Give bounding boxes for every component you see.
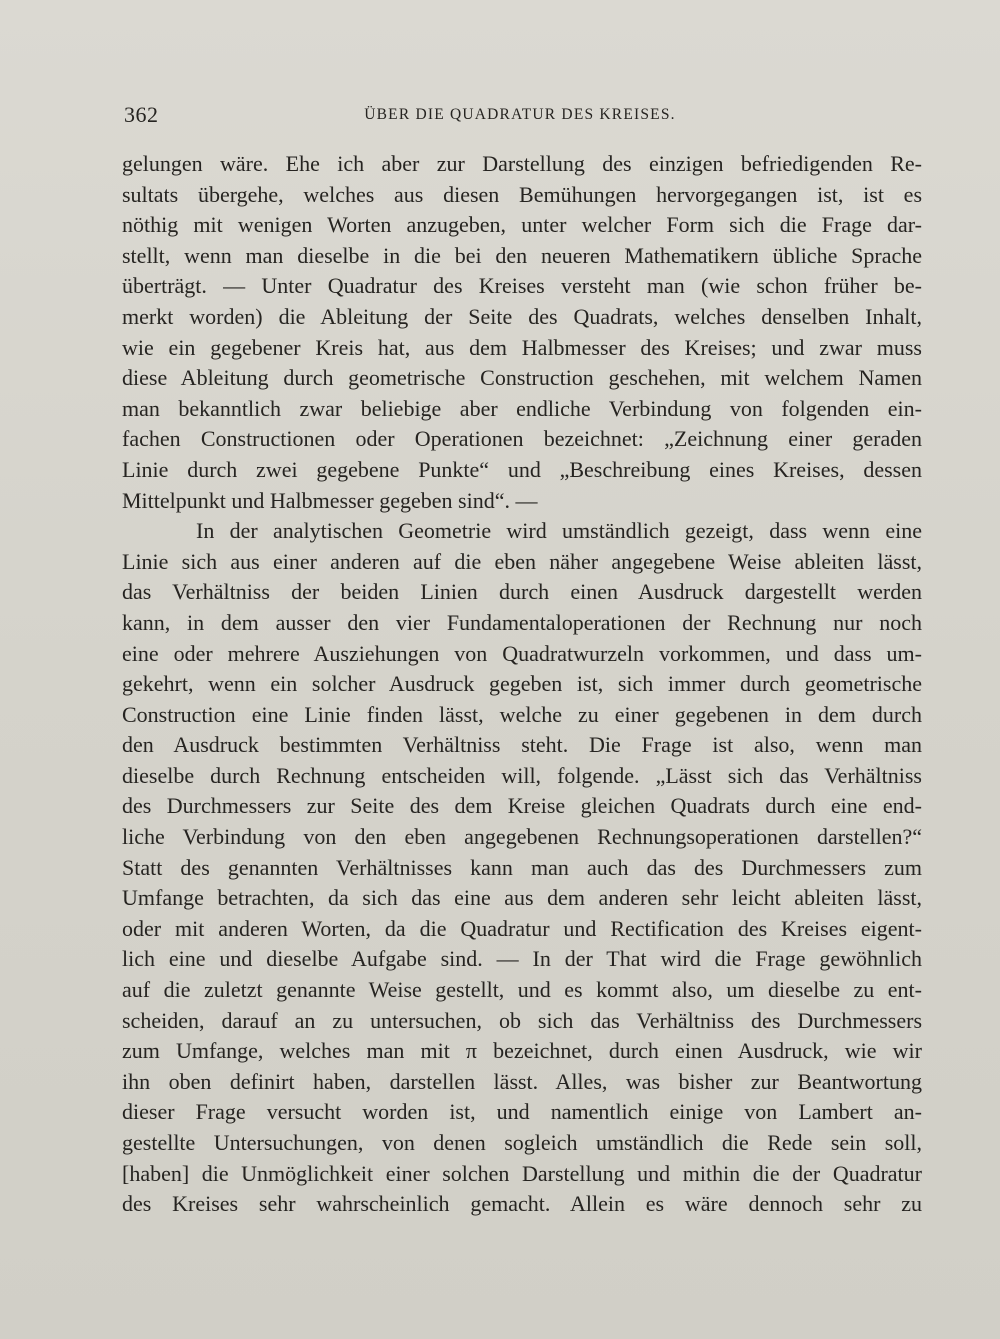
page-header [124,102,916,130]
text-line: merkt worden) die Ableitung der Seite des Quadrats, welches denselben Inhalt, [122,303,922,329]
text-line: Linie durch zwei gegebene Punkte“ und „Beschreibung eines Kreises, dessen [122,456,922,482]
text-line: nöthig mit wenigen Worten anzugeben, unter welcher Form sich die Frage dar- [122,212,922,238]
text-line: [haben] die Unmöglichkeit einer solchen Darstellung und mithin die der Quadratur [122,1160,922,1186]
text-line: oder mit anderen Worten, da die Quadratur und Rectification des Kreises eigent- [122,915,922,941]
text-line: fachen Constructionen oder Operationen bezeichnet: „Zeichnung einer geraden [122,426,922,452]
text-line: In der analytischen Geometrie wird umständlich gezeigt, dass wenn eine [196,518,922,544]
text-line: dieser Frage versucht worden ist, und namentlich einige von Lambert an- [122,1099,922,1125]
page-number: 362 [124,102,159,127]
running-title: ÜBER DIE QUADRATUR DES KREISES. [364,106,676,123]
text-line: scheiden, darauf an zu untersuchen, ob sich das Verhältniss des Durchmessers [122,1007,922,1033]
text-line: Construction eine Linie finden lässt, welche zu einer gegebenen in dem durch [122,701,922,727]
text-line: eine oder mehrere Ausziehungen von Quadratwurzeln vorkommen, und dass um- [122,640,922,666]
text-line: dieselbe durch Rechnung entscheiden will, folgende. „Lässt sich das Verhältniss [122,762,922,788]
text-line: ihn oben definirt haben, darstellen lässt. Alles, was bisher zur Beantwortung [122,1068,922,1094]
text-line: Umfange betrachten, da sich das eine aus dem anderen sehr leicht ableiten lässt, [122,885,922,911]
text-line: stellt, wenn man dieselbe in die bei den neueren Mathematikern übliche Sprache [122,242,922,268]
text-line: das Verhältniss der beiden Linien durch einen Ausdruck dargestellt werden [122,579,922,605]
text-line: Mittelpunkt und Halbmesser gegeben sind“. — [122,487,538,513]
text-line: des Kreises sehr wahrscheinlich gemacht. Allein es wäre dennoch sehr zu [122,1191,922,1217]
text-line: Linie sich aus einer anderen auf die eben näher angegebene Weise ableiten lässt, [122,548,922,574]
text-line: liche Verbindung von den eben angegebenen Rechnungsoperationen darstellen?“ [122,824,922,850]
text-line: den Ausdruck bestimmten Verhältniss steht. Die Frage ist also, wenn man [122,732,922,758]
text-line: diese Ableitung durch geometrische Construction geschehen, mit welchem Namen [122,365,922,391]
text-line: gestellte Untersuchungen, von denen sogleich umständlich die Rede sein soll, [122,1130,922,1155]
text-line: kann, in dem ausser den vier Fundamentaloperationen der Rechnung nur noch [122,609,922,635]
body-text [122,149,922,1220]
text-line: auf die zuletzt genannte Weise gestellt, und es kommt also, um dieselbe zu ent- [122,977,922,1003]
text-line: man bekanntlich zwar beliebige aber endliche Verbindung von folgenden ein- [122,395,922,421]
text-line: zum Umfange, welches man mit π bezeichnet, durch einen Ausdruck, wie wir [122,1038,922,1064]
text-line: Statt des genannten Verhältnisses kann man auch das des Durchmessers zum [122,854,922,880]
text-line: lich eine und dieselbe Aufgabe sind. — In der That wird die Frage gewöhnlich [122,946,922,972]
text-line: wie ein gegebener Kreis hat, aus dem Halbmesser des Kreises; und zwar muss [122,334,922,360]
text-line: gekehrt, wenn ein solcher Ausdruck gegeben ist, sich immer durch geometrische [122,671,922,697]
text-line: sultats übergehe, welches aus diesen Bemühungen hervorgegangen ist, ist es [122,181,922,207]
text-line: des Durchmessers zur Seite des dem Kreise gleichen Quadrats durch eine end- [122,793,922,819]
text-line: gelungen wäre. Ehe ich aber zur Darstellung des einzigen befriedigenden Re- [122,151,922,176]
text-line: überträgt. — Unter Quadratur des Kreises versteht man (wie schon früher be- [122,273,922,299]
